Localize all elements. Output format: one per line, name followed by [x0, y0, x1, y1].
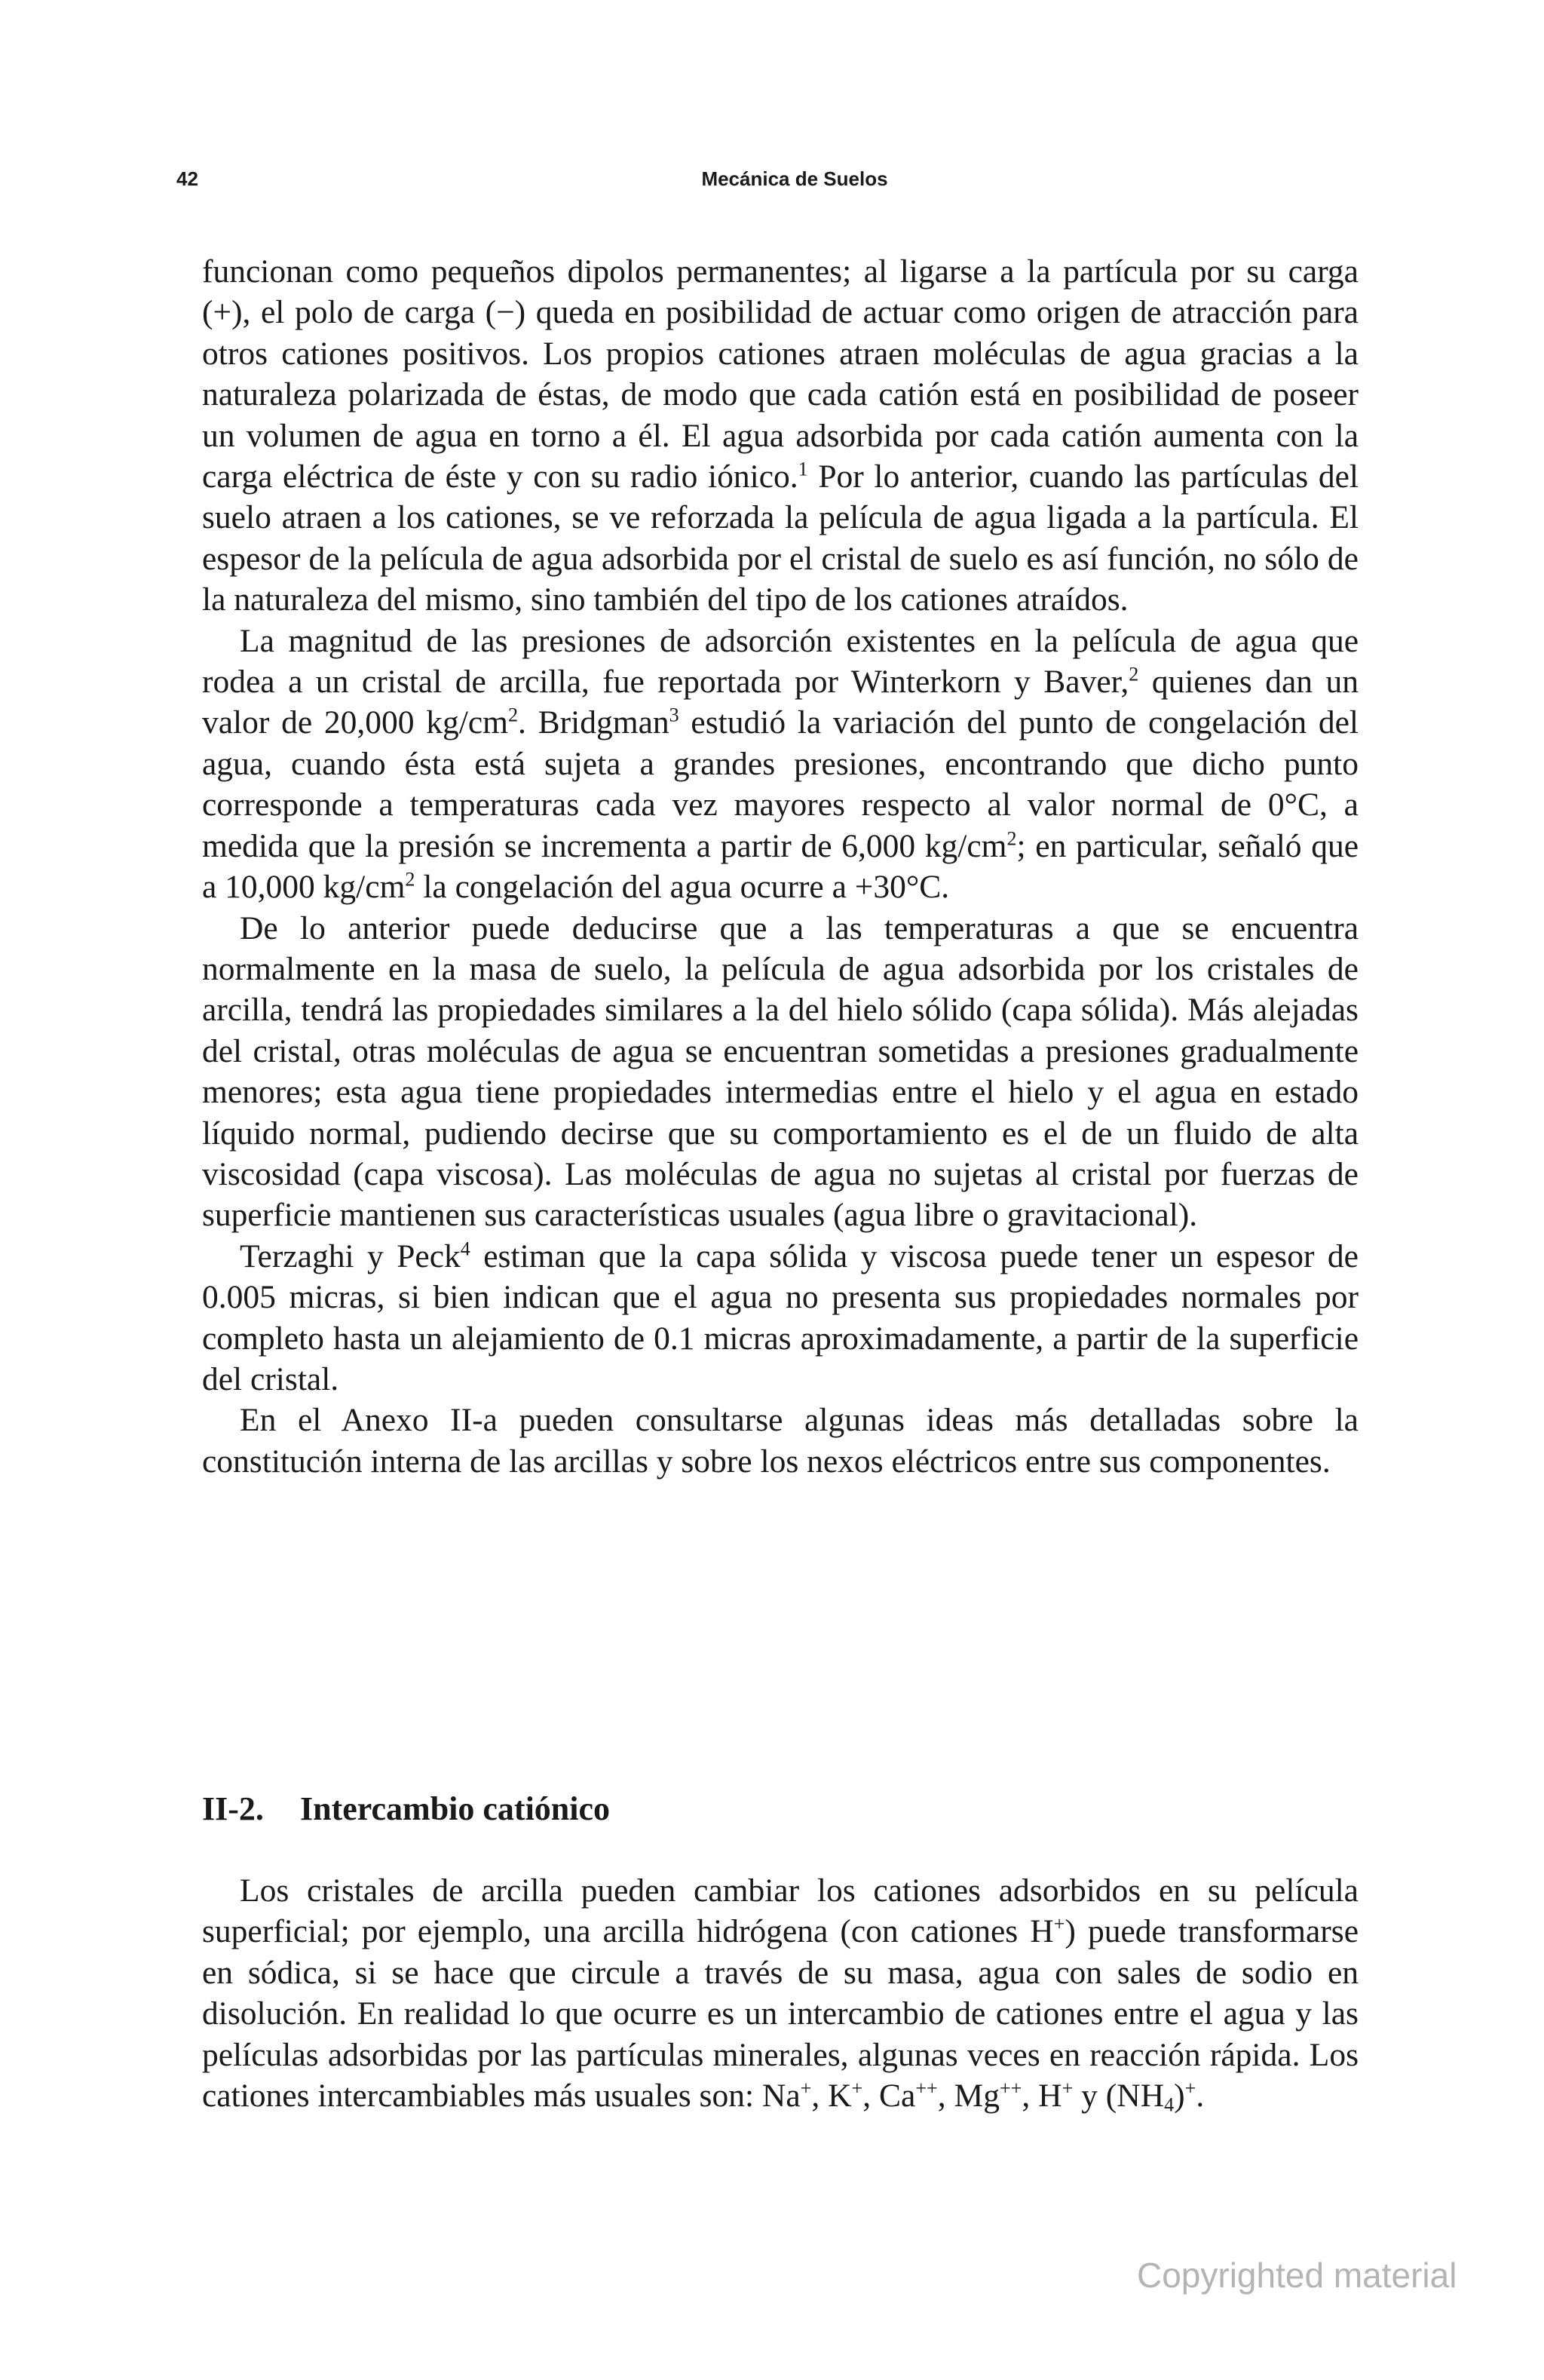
charge-sign: + — [1053, 1912, 1065, 1935]
paragraph-text: La magnitud de las presiones de adsorción existentes en la película de agua que rodea a un cristal de arcilla, fue reportada por Winterkorn y Baver, — [202, 622, 1359, 701]
charge-sign: + — [1184, 2077, 1196, 2099]
paragraph-text: quienes dan un valor de 20,000 kg/cm — [202, 664, 1359, 741]
subscript: 4 — [1164, 2093, 1175, 2116]
charge-sign: + — [1062, 2077, 1074, 2099]
charge-sign: ++ — [915, 2077, 938, 2099]
paragraph-text: ) puede transformarse en sódica, si se hace que circule a través de su masa, agua con sales de sodio en disolución. En realidad lo que ocurre es un intercambio de cationes entre el agua y las películas adsorbidas por las partículas minerales, algunas veces en reacción rápida. Los cationes intercambiables más usuales son: Na — [202, 1913, 1359, 2115]
paragraph-6 — [202, 1870, 1359, 2116]
page-number: 42 — [176, 167, 198, 190]
section-heading — [202, 1789, 610, 1829]
section-title: Intercambio catiónico — [300, 1790, 611, 1827]
footnote-ref-2: 2 — [1129, 663, 1139, 685]
body-text — [202, 251, 1359, 1482]
copyright-watermark: Copyrighted material — [1137, 2256, 1457, 2295]
charge-sign: + — [851, 2077, 863, 2099]
paragraph-text: estudió la variación del punto de congelación del agua, cuando ésta está sujeta a grandes presiones, encontrando que dicho punto corresponde a temperaturas cada vez mayores respecto al valor normal de 0°C, a medida que la presión se incrementa a partir de 6,000 kg/cm — [202, 704, 1359, 864]
paragraph-text: . — [1196, 2078, 1205, 2115]
footnote-ref-3: 3 — [669, 704, 679, 726]
footnote-ref-1: 1 — [798, 458, 808, 480]
paragraph-text: estiman que la capa sólida y viscosa puede tener un espesor de 0.005 micras, si bien indican que el agua no presenta sus propiedades normales por completo hasta un alejamiento de 0.1 micras aproximadamente, a partir de la superficie del cristal. — [202, 1238, 1359, 1397]
paragraph-text: y (NH — [1073, 2078, 1165, 2115]
unit-exponent: 2 — [1006, 827, 1017, 850]
paragraph-text: . Bridgman — [518, 704, 669, 741]
paragraph-text: funcionan como pequeños dipolos permanentes; al ligarse a la partícula por su carga (+), el polo de carga (−) queda en posibilidad de actuar como origen de atracción para otros cationes positivos. Los propios cationes atraen moléculas de agua gracias a la naturaleza polarizada de éstas, de modo que cada catión está en posibilidad de poseer un volumen de agua en torno a él. El agua adsorbida por cada catión aumenta con la carga eléctrica de éste y con su radio iónico. — [202, 253, 1359, 495]
paragraph-text: la congelación del agua ocurre a +30°C. — [415, 869, 950, 906]
paragraph-1 — [202, 251, 1359, 621]
paragraph-text: ) — [1174, 2078, 1185, 2115]
section-body-text — [202, 1870, 1359, 2116]
charge-sign: + — [800, 2077, 812, 2099]
paragraph-text: Los cristales de arcilla pueden cambiar los cationes adsorbidos en su película superficial; por ejemplo, una arcilla hidrógena (con cationes H — [202, 1872, 1359, 1950]
paragraph-text: , Mg — [937, 2078, 1000, 2115]
paragraph-2 — [202, 621, 1359, 908]
footnote-ref-4: 4 — [460, 1238, 470, 1260]
paragraph-3: De lo anterior puede deducirse que a las temperaturas a que se encuentra normalmente en la masa de suelo, la película de agua adsorbida por los cristales de arcilla, tendrá las propiedades similares a la del hielo sólido (capa sólida). Más alejadas del cristal, otras moléculas de agua se encuentran sometidas a presiones gradualmente menores; esta agua tiene propiedades intermedias entre el hielo y el agua en estado líquido normal, pudiendo decirse que su comportamiento es el de un fluido de alta viscosidad (capa viscosa). Las moléculas de agua no sujetas al cristal por fuerzas de superficie mantienen sus características usuales (agua libre o gravitacional). — [202, 909, 1359, 1234]
running-title: Mecánica de Suelos — [701, 167, 888, 190]
paragraph-text: , K — [811, 2078, 852, 2115]
paragraph-4 — [202, 1236, 1359, 1400]
charge-sign: ++ — [999, 2077, 1022, 2099]
section-number: II-2. — [202, 1790, 264, 1827]
paragraph-text: Por lo anterior, cuando las partículas del suelo atraen a los cationes, se ve reforzada la película de agua ligada a la partícula. El espesor de la película de agua adsorbida por el cristal de suelo es así función, no sólo de la naturaleza del mismo, sino también del tipo de los cationes atraídos. — [202, 459, 1359, 618]
paragraph-text: , Ca — [862, 2078, 916, 2115]
paragraph-text: Terzaghi y Peck — [240, 1238, 461, 1274]
paragraph-text: ; en particular, señaló que a 10,000 kg/cm — [202, 827, 1359, 906]
paragraph-text: , H — [1022, 2078, 1062, 2115]
unit-exponent: 2 — [508, 704, 519, 726]
paragraph-5: En el Anexo II-a pueden consultarse algunas ideas más detalladas sobre la constitución interna de las arcillas y sobre los nexos eléctricos entre sus componentes. — [202, 1402, 1359, 1480]
unit-exponent: 2 — [405, 868, 415, 891]
